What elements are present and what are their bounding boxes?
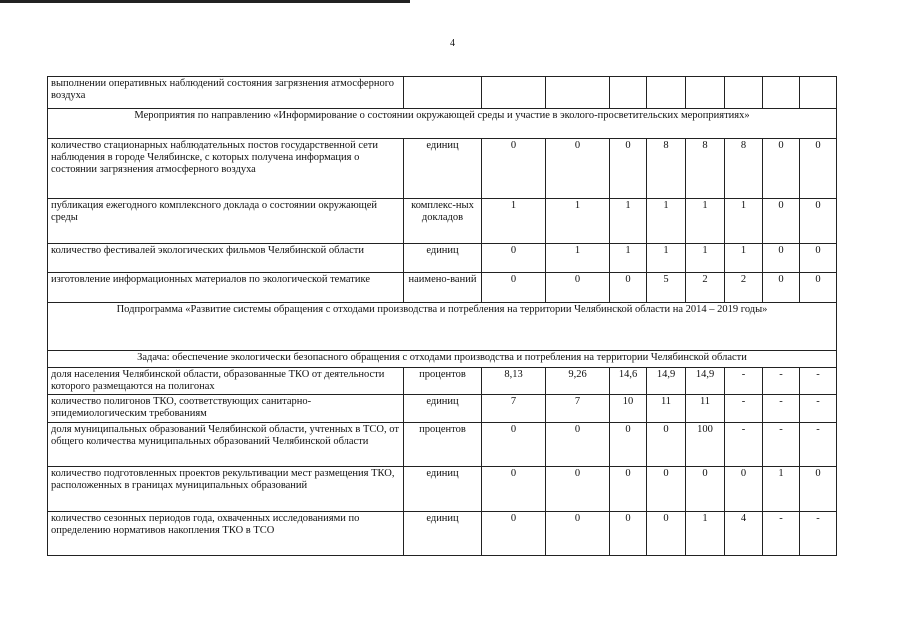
page-number: 4 [450, 38, 455, 49]
task-heading: Задача: обеспечение экологически безопасного обращения с отходами производства и потребления на территории Челябинской области [48, 351, 837, 368]
section-row [48, 109, 837, 139]
table-row [48, 77, 837, 109]
indicator-name: количество сезонных периодов года, охваченных исследованиями по определению нормативов накопления ТКО в ТСО [48, 512, 404, 556]
table-row [48, 139, 837, 199]
value-cell: - [725, 423, 763, 467]
top-rule [0, 0, 410, 3]
value-cell: 8 [647, 139, 686, 199]
unit-cell: единиц [404, 244, 482, 273]
value-cell [647, 77, 686, 109]
value-cell: 10 [610, 395, 647, 423]
table-row [48, 395, 837, 423]
unit-cell: наимено-ваний [404, 273, 482, 303]
table-row [48, 368, 837, 395]
value-cell: - [763, 395, 800, 423]
value-cell: 0 [610, 512, 647, 556]
value-cell: 1 [686, 512, 725, 556]
indicator-name: количество стационарных наблюдательных постов государственной сети наблюдения в городе Челябинске, с которых получена информация о состоянии загрязнения атмосферного воздуха [48, 139, 404, 199]
value-cell: 1 [686, 199, 725, 244]
value-cell: 0 [763, 199, 800, 244]
value-cell: 0 [482, 139, 546, 199]
value-cell [482, 77, 546, 109]
value-cell: 1 [686, 244, 725, 273]
value-cell: 1 [482, 199, 546, 244]
value-cell: 4 [725, 512, 763, 556]
value-cell: 0 [610, 423, 647, 467]
value-cell: 0 [482, 423, 546, 467]
value-cell: 0 [610, 467, 647, 512]
unit-cell: процентов [404, 423, 482, 467]
value-cell: 1 [546, 244, 610, 273]
value-cell: 1 [725, 244, 763, 273]
unit-cell [404, 77, 482, 109]
table-row [48, 423, 837, 467]
value-cell: 0 [800, 273, 837, 303]
unit-cell: процентов [404, 368, 482, 395]
indicator-name: количество подготовленных проектов рекультивации мест размещения ТКО, расположенных в границах муниципальных образований [48, 467, 404, 512]
value-cell: 11 [647, 395, 686, 423]
value-cell: 0 [763, 139, 800, 199]
value-cell: 0 [482, 244, 546, 273]
value-cell: 1 [725, 199, 763, 244]
value-cell: 0 [800, 467, 837, 512]
value-cell [763, 77, 800, 109]
value-cell: - [763, 512, 800, 556]
value-cell: - [763, 368, 800, 395]
value-cell [725, 77, 763, 109]
value-cell [800, 77, 837, 109]
value-cell: 0 [763, 273, 800, 303]
value-cell: 0 [546, 273, 610, 303]
table-row [48, 467, 837, 512]
value-cell: 0 [686, 467, 725, 512]
indicator-name: выполнении оперативных наблюдений состояния загрязнения атмосферного воздуха [48, 77, 404, 109]
value-cell: 100 [686, 423, 725, 467]
value-cell: 0 [482, 273, 546, 303]
value-cell: 0 [800, 244, 837, 273]
value-cell: 0 [482, 467, 546, 512]
value-cell: 0 [610, 139, 647, 199]
section-row [48, 303, 837, 351]
unit-cell: единиц [404, 512, 482, 556]
value-cell: 0 [800, 199, 837, 244]
value-cell: 2 [725, 273, 763, 303]
value-cell: 1 [763, 467, 800, 512]
value-cell: 7 [482, 395, 546, 423]
unit-cell: единиц [404, 395, 482, 423]
value-cell: - [800, 395, 837, 423]
value-cell: - [725, 395, 763, 423]
value-cell: 0 [610, 273, 647, 303]
table-row [48, 273, 837, 303]
section-heading: Подпрограмма «Развитие системы обращения с отходами производства и потребления на территории Челябинской области на 2014 – 2019 годы» [48, 303, 837, 351]
indicator-name: доля населения Челябинской области, образованные ТКО от деятельности которого размещаются на полигонах [48, 368, 404, 395]
value-cell: 2 [686, 273, 725, 303]
value-cell: 0 [546, 467, 610, 512]
value-cell: 0 [763, 244, 800, 273]
value-cell: 1 [647, 199, 686, 244]
value-cell: 0 [725, 467, 763, 512]
unit-cell: комплекс-ных докладов [404, 199, 482, 244]
indicator-name: изготовление информационных материалов по экологической тематике [48, 273, 404, 303]
unit-cell: единиц [404, 467, 482, 512]
table-body [48, 77, 837, 556]
task-row [48, 351, 837, 368]
value-cell: 7 [546, 395, 610, 423]
value-cell: 0 [546, 423, 610, 467]
unit-cell: единиц [404, 139, 482, 199]
indicators-table [47, 76, 837, 556]
value-cell: - [800, 368, 837, 395]
table-row [48, 199, 837, 244]
value-cell: 9,26 [546, 368, 610, 395]
value-cell: 14,9 [647, 368, 686, 395]
value-cell: - [800, 423, 837, 467]
value-cell: 1 [610, 199, 647, 244]
value-cell: 1 [546, 199, 610, 244]
value-cell [686, 77, 725, 109]
value-cell [546, 77, 610, 109]
value-cell: 1 [610, 244, 647, 273]
section-heading: Мероприятия по направлению «Информирование о состоянии окружающей среды и участие в эколого-просветительских мероприятиях» [48, 109, 837, 139]
value-cell: 0 [647, 467, 686, 512]
value-cell: 1 [647, 244, 686, 273]
value-cell: 0 [800, 139, 837, 199]
value-cell: 0 [647, 512, 686, 556]
indicator-name: публикация ежегодного комплексного доклада о состоянии окружающей среды [48, 199, 404, 244]
value-cell: 0 [482, 512, 546, 556]
value-cell: - [763, 423, 800, 467]
table-row [48, 512, 837, 556]
indicator-name: количество полигонов ТКО, соответствующих санитарно-эпидемиологическим требованиям [48, 395, 404, 423]
value-cell: - [725, 368, 763, 395]
value-cell: 5 [647, 273, 686, 303]
value-cell: 8,13 [482, 368, 546, 395]
value-cell: 0 [546, 512, 610, 556]
value-cell: 0 [546, 139, 610, 199]
value-cell: - [800, 512, 837, 556]
indicator-name: доля муниципальных образований Челябинской области, учтенных в ТСО, от общего количества муниципальных образований Челябинской области [48, 423, 404, 467]
value-cell [610, 77, 647, 109]
value-cell: 14,6 [610, 368, 647, 395]
value-cell: 14,9 [686, 368, 725, 395]
value-cell: 8 [686, 139, 725, 199]
value-cell: 11 [686, 395, 725, 423]
indicator-name: количество фестивалей экологических фильмов Челябинской области [48, 244, 404, 273]
value-cell: 8 [725, 139, 763, 199]
table-row [48, 244, 837, 273]
value-cell: 0 [647, 423, 686, 467]
